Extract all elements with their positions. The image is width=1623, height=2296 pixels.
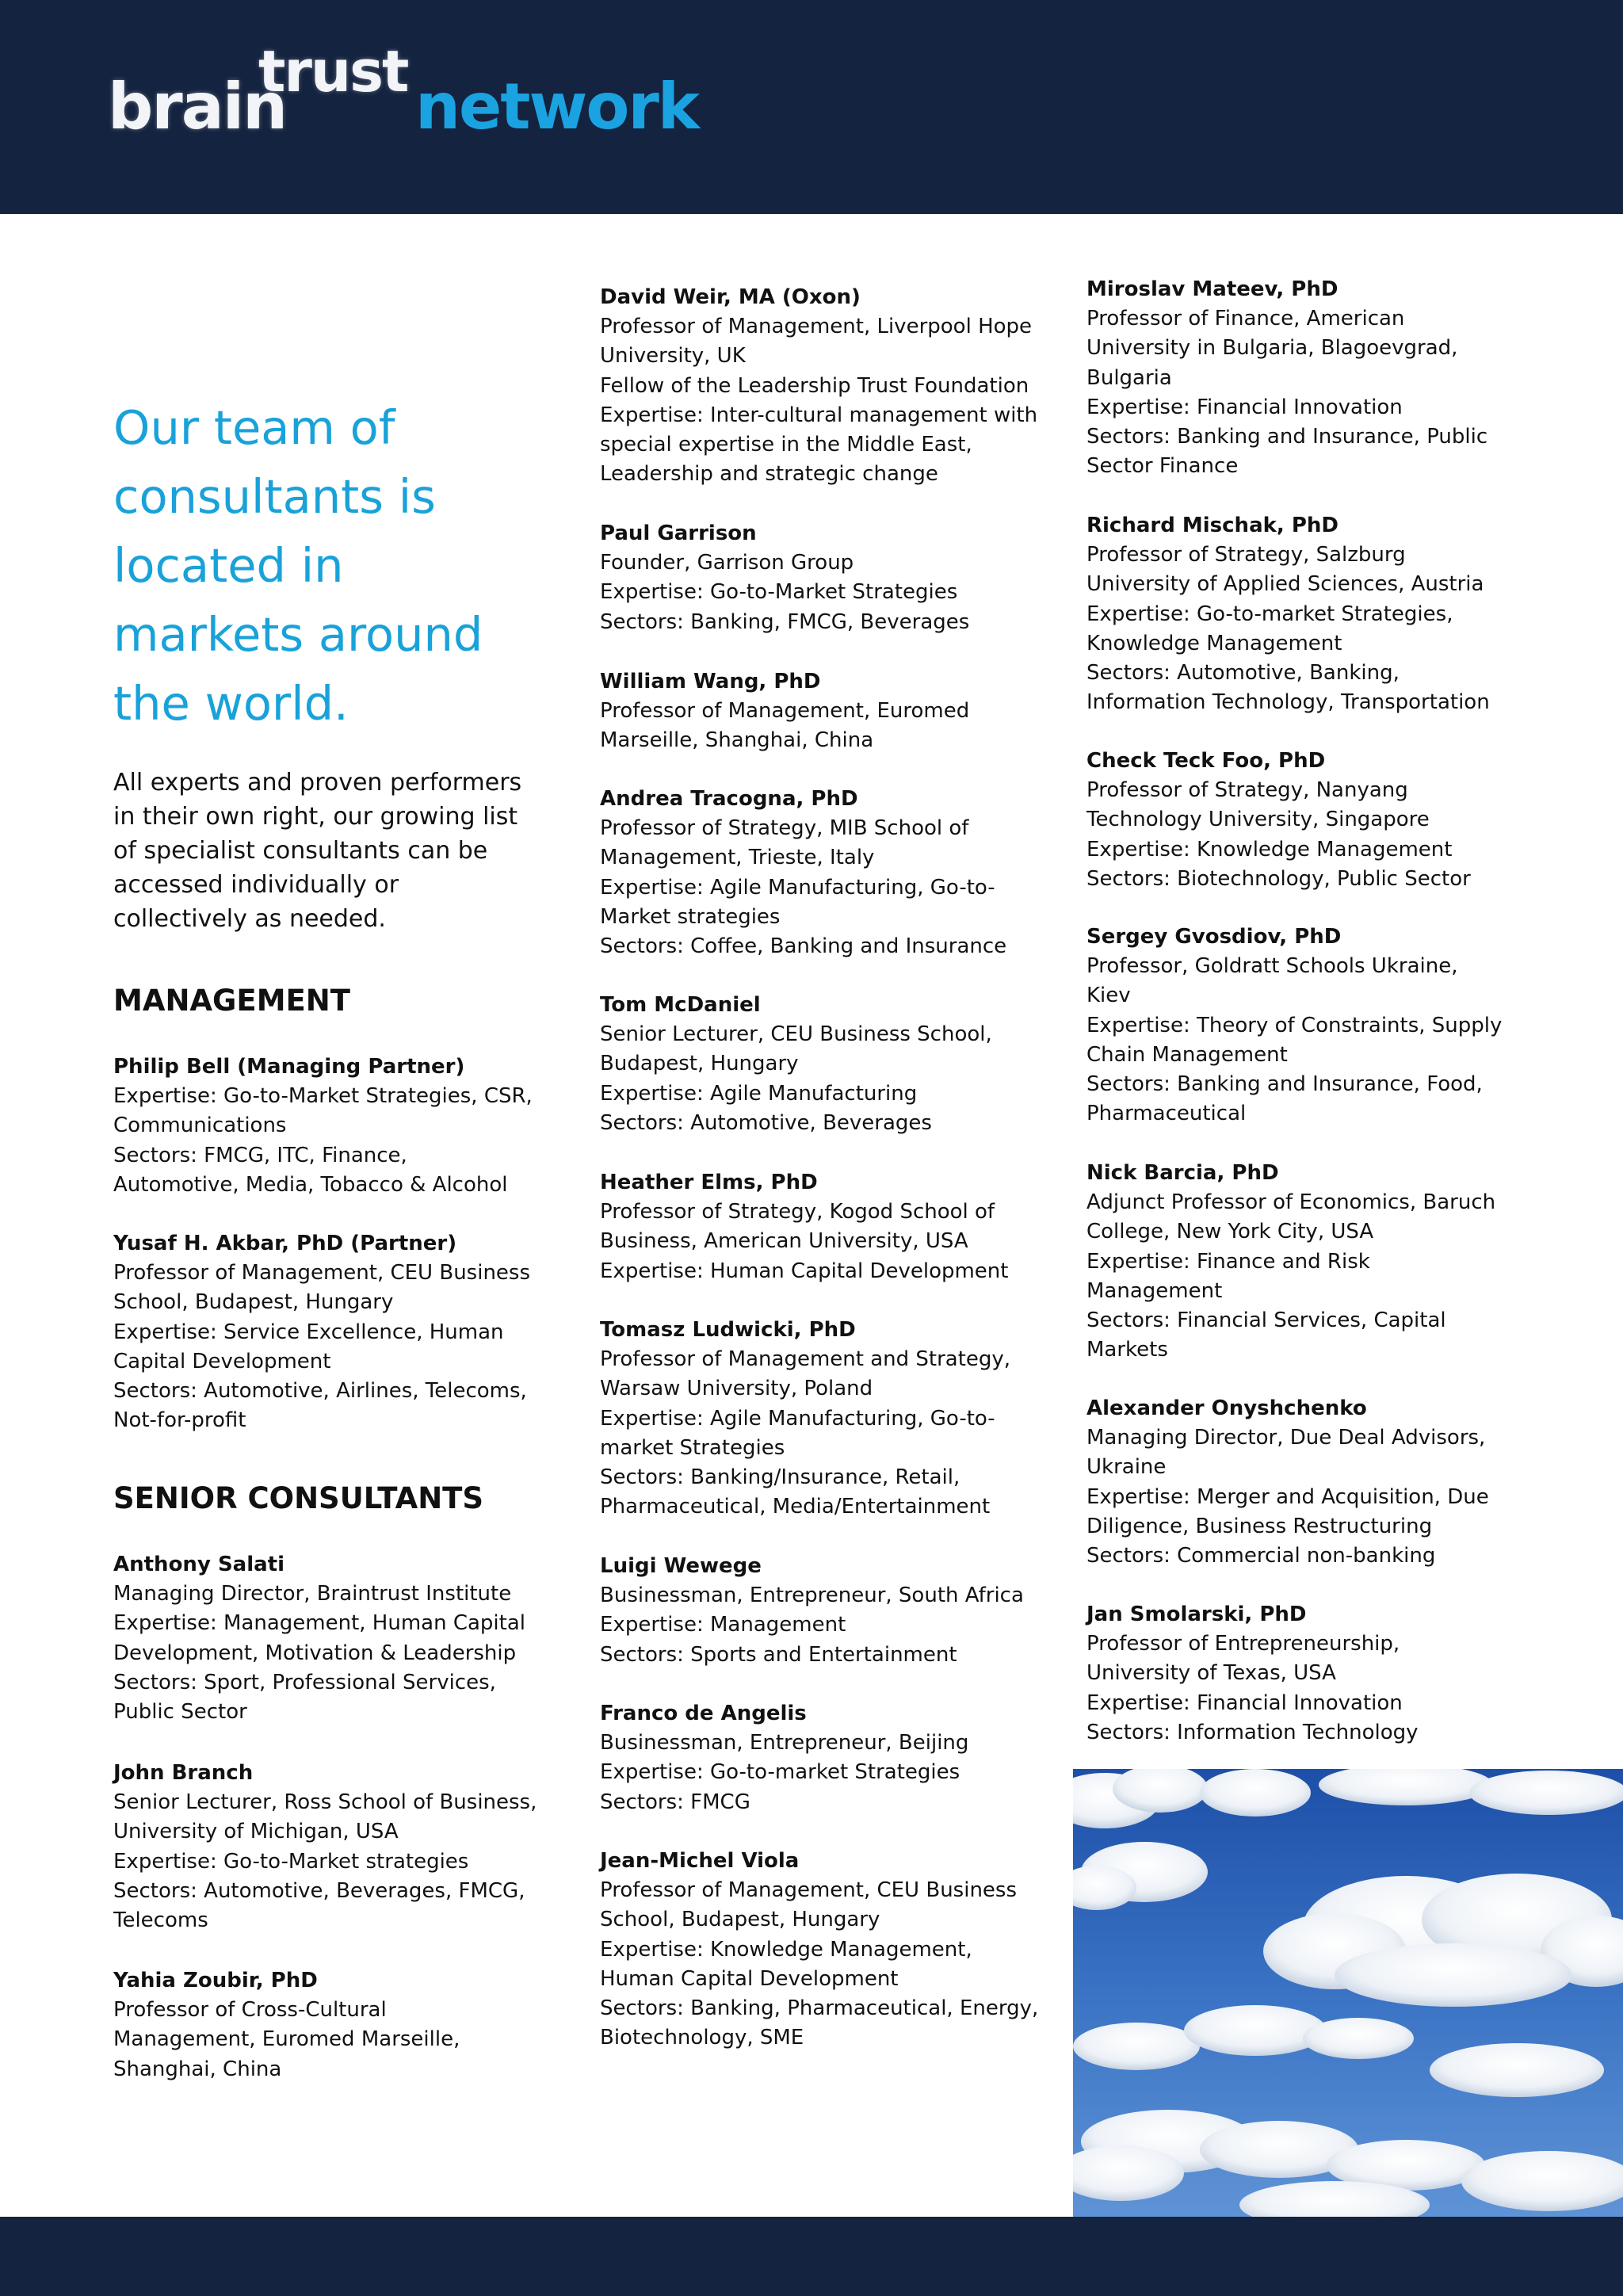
consultant-entry <box>113 1966 573 2084</box>
consultant-detail-line: Management, Trieste, Italy <box>600 846 875 870</box>
consultant-detail-line: Professor of Strategy, Salzburg <box>1086 543 1406 567</box>
consultant-detail-line: Sectors: Banking, Pharmaceutical, Energy, <box>600 1996 1039 2021</box>
consultant-detail-line: Businessman, Entrepreneur, South Africa <box>600 1584 1024 1608</box>
consultant-detail-line: Sectors: Commercial non-banking <box>1086 1544 1436 1568</box>
consultant-entry <box>600 1699 1060 1817</box>
consultant-name: Luigi Wewege <box>600 1554 762 1578</box>
consultant-detail-line: Expertise: Merger and Acquisition, Due <box>1086 1484 1489 1509</box>
consultant-detail-line: Sectors: Information Technology <box>1086 1720 1419 1744</box>
consultant-detail-line: Expertise: Service Excellence, Human <box>113 1320 504 1344</box>
consultant-detail-line: Senior Lecturer, CEU Business School, <box>600 1022 992 1047</box>
consultant-detail-line: Sectors: Sports and Entertainment <box>600 1642 957 1667</box>
consultant-detail-line: Market strategies <box>600 904 781 929</box>
consultant-entry <box>1086 511 1546 717</box>
tagline-line: consultants is <box>113 469 436 524</box>
consultant-detail-line: Automotive, Media, Tobacco & Alcohol <box>113 1172 508 1197</box>
consultant-detail-line: Sectors: Banking/Insurance, Retail, <box>600 1465 960 1490</box>
consultant-detail-line: Leadership and strategic change <box>600 462 938 487</box>
consultant-detail-line: Sectors: Automotive, Airlines, Telecoms, <box>113 1379 527 1404</box>
consultant-detail-line: Technology University, Singapore <box>1086 808 1430 832</box>
consultant-name: Nick Barcia, PhD <box>1086 1161 1279 1185</box>
consultant-name: Yusaf H. Akbar, PhD (Partner) <box>113 1232 457 1255</box>
consultant-detail-line: Expertise: Knowledge Management <box>1086 837 1453 861</box>
consultant-detail-line: Shanghai, China <box>113 2057 282 2081</box>
consultant-name: William Wang, PhD <box>600 670 821 693</box>
consultant-detail-line: Expertise: Financial Innovation <box>1086 395 1403 419</box>
consultant-entry <box>1086 923 1546 1129</box>
consultant-name: Tomasz Ludwicki, PhD <box>600 1318 856 1342</box>
consultant-entry <box>600 1168 1060 1286</box>
consultant-entry <box>1086 275 1546 481</box>
consultant-detail-line: Sectors: Banking and Insurance, Food, <box>1086 1072 1483 1097</box>
tagline-line: the world. <box>113 676 349 731</box>
consultant-detail-line: Professor of Entrepreneurship, <box>1086 1632 1400 1656</box>
consultant-detail-line: Managing Director, Due Deal Advisors, <box>1086 1426 1486 1450</box>
consultant-detail-line: Knowledge Management <box>1086 631 1342 655</box>
consultant-detail-line: Sectors: Banking, FMCG, Beverages <box>600 609 970 634</box>
consultant-detail-line: Sectors: FMCG <box>600 1790 750 1814</box>
consultant-name: Jan Smolarski, PhD <box>1086 1603 1307 1626</box>
consultant-detail-line: Professor of Management, CEU Business <box>113 1261 531 1286</box>
consultant-detail-line: Pharmaceutical, Media/Entertainment <box>600 1495 991 1519</box>
consultant-detail-line: Managing Director, Braintrust Institute <box>113 1582 512 1606</box>
consultant-detail-line: Human Capital Development <box>600 1966 899 1991</box>
consultant-name: John Branch <box>113 1761 254 1785</box>
tagline-line: Our team of <box>113 400 395 455</box>
consultant-detail-line: Professor, Goldratt Schools Ukraine, <box>1086 954 1458 979</box>
consultant-detail-line: Expertise: Agile Manufacturing, Go-to- <box>600 1406 995 1431</box>
consultant-detail-line: School, Budapest, Hungary <box>113 1290 394 1315</box>
consultant-detail-line: Sectors: Automotive, Banking, <box>1086 661 1400 686</box>
consultant-detail-line: Sectors: Biotechnology, Public Sector <box>1086 866 1471 891</box>
consultant-detail-line: Sectors: Financial Services, Capital <box>1086 1308 1446 1333</box>
logo-network: network <box>415 70 698 143</box>
consultant-detail-line: Expertise: Go-to-Market Strategies <box>600 580 958 605</box>
consultant-entry <box>600 1552 1060 1670</box>
consultant-name: Yahia Zoubir, PhD <box>113 1969 318 1992</box>
consultant-detail-line: Professor of Management, CEU Business <box>600 1878 1018 1903</box>
consultant-detail-line: Communications <box>113 1114 287 1138</box>
consultant-entry <box>113 1550 573 1727</box>
consultant-entry <box>1086 1600 1546 1748</box>
consultant-detail-line: Pharmaceutical <box>1086 1102 1247 1126</box>
section-title-management: MANAGEMENT <box>113 984 350 1018</box>
consultant-detail-line: Biotechnology, SME <box>600 2026 804 2050</box>
consultant-detail-line: School, Budapest, Hungary <box>600 1908 880 1932</box>
consultant-detail-line: Expertise: Agile Manufacturing, Go-to- <box>600 875 995 900</box>
consultant-detail-line: Professor of Management and Strategy, <box>600 1347 1011 1372</box>
consultant-detail-line: Sectors: Banking and Insurance, Public <box>1086 425 1488 449</box>
consultant-detail-line: Sectors: Automotive, Beverages <box>600 1110 932 1135</box>
consultant-detail-line: Professor of Finance, American <box>1086 307 1405 331</box>
consultant-detail-line: University of Applied Sciences, Austria <box>1086 572 1484 597</box>
consultant-detail-line: Businessman, Entrepreneur, Beijing <box>600 1731 969 1755</box>
consultant-detail-line: Business, American University, USA <box>600 1229 968 1254</box>
consultant-detail-line: Chain Management <box>1086 1042 1288 1067</box>
consultant-detail-line: Telecoms <box>113 1908 208 1933</box>
consultant-detail-line: Marseille, Shanghai, China <box>600 728 874 753</box>
consultant-entry <box>600 519 1060 637</box>
header-banner <box>0 0 1623 214</box>
consultant-detail-line: Markets <box>1086 1338 1168 1362</box>
consultant-detail-line: Founder, Garrison Group <box>600 551 854 575</box>
section-title-senior-consultants: SENIOR CONSULTANTS <box>113 1481 484 1515</box>
consultant-detail-line: Expertise: Go-to-market Strategies, <box>1086 602 1453 626</box>
consultant-detail-line: University of Texas, USA <box>1086 1661 1336 1686</box>
footer-bar <box>0 2217 1623 2296</box>
consultant-detail-line: Sector Finance <box>1086 454 1239 479</box>
tagline-line: located in <box>113 538 344 593</box>
consultant-name: Miroslav Mateev, PhD <box>1086 277 1338 301</box>
tagline <box>113 393 525 738</box>
consultant-name: Heather Elms, PhD <box>600 1171 818 1194</box>
consultant-detail-line: Expertise: Go-to-Market strategies <box>113 1849 469 1874</box>
intro-line: in their own right, our growing list <box>113 803 518 831</box>
consultant-entry <box>113 1229 573 1435</box>
consultant-entry <box>113 1759 573 1935</box>
consultant-entry <box>600 1847 1060 2053</box>
consultant-name: Franco de Angelis <box>600 1702 807 1725</box>
consultant-detail-line: University of Michigan, USA <box>113 1820 399 1844</box>
consultant-detail-line: Not-for-profit <box>113 1408 246 1433</box>
consultant-detail-line: Expertise: Management <box>600 1613 846 1637</box>
consultant-detail-line: Bulgaria <box>1086 365 1172 390</box>
consultant-name: Tom McDaniel <box>600 993 761 1017</box>
intro-line: All experts and proven performers <box>113 769 522 797</box>
consultant-detail-line: Adjunct Professor of Economics, Baruch <box>1086 1190 1496 1215</box>
consultant-detail-line: Diligence, Business Restructuring <box>1086 1514 1433 1538</box>
consultant-detail-line: Sectors: Coffee, Banking and Insurance <box>600 934 1007 959</box>
consultant-detail-line: Professor of Strategy, Kogod School of <box>600 1200 995 1224</box>
consultant-name: Alexander Onyshchenko <box>1086 1396 1367 1420</box>
consultant-name: Jean-Michel Viola <box>600 1849 800 1873</box>
consultant-detail-line: Sectors: FMCG, ITC, Finance, <box>113 1143 407 1167</box>
consultant-name: Anthony Salati <box>113 1553 285 1576</box>
intro-line: collectively as needed. <box>113 905 386 933</box>
intro-line: accessed individually or <box>113 871 399 899</box>
consultant-detail-line: Expertise: Knowledge Management, <box>600 1937 972 1962</box>
consultant-detail-line: Kiev <box>1086 984 1131 1008</box>
consultant-name: David Weir, MA (Oxon) <box>600 285 861 309</box>
tagline-line: markets around <box>113 607 483 662</box>
consultant-detail-line: University in Bulgaria, Blagoevgrad, <box>1086 336 1458 361</box>
consultant-detail-line: Professor of Strategy, Nanyang <box>1086 778 1408 803</box>
consultant-entry <box>600 785 1060 961</box>
consultant-entry <box>600 1316 1060 1522</box>
consultant-entry <box>1086 1159 1546 1365</box>
consultant-detail-line: Budapest, Hungary <box>600 1052 799 1076</box>
intro-paragraph <box>113 766 533 936</box>
logo-brain: brain <box>108 70 287 143</box>
consultant-detail-line: Sectors: Sport, Professional Services, <box>113 1670 496 1694</box>
consultant-entry <box>600 991 1060 1138</box>
consultant-detail-line: Capital Development <box>113 1349 331 1373</box>
consultant-detail-line: Sectors: Automotive, Beverages, FMCG, <box>113 1878 525 1903</box>
consultant-detail-line: Senior Lecturer, Ross School of Business, <box>113 1790 537 1815</box>
braintrust-network-logo[interactable] <box>108 38 710 144</box>
consultant-detail-line: Expertise: Go-to-market Strategies <box>600 1760 960 1785</box>
consultant-detail-line: Expertise: Human Capital Development <box>600 1259 1009 1283</box>
consultant-detail-line: Expertise: Theory of Constraints, Supply <box>1086 1013 1503 1037</box>
consultant-detail-line: Management <box>1086 1278 1223 1303</box>
consultant-detail-line: Warsaw University, Poland <box>600 1377 873 1401</box>
consultant-detail-line: Fellow of the Leadership Trust Foundation <box>600 373 1029 398</box>
consultant-entry <box>600 283 1060 489</box>
consultant-entry <box>600 667 1060 756</box>
consultant-detail-line: University, UK <box>600 344 746 369</box>
intro-line: of specialist consultants can be <box>113 837 488 865</box>
consultant-detail-line: Professor of Strategy, MIB School of <box>600 816 969 841</box>
consultant-entry <box>1086 1394 1546 1571</box>
consultant-detail-line: Management, Euromed Marseille, <box>113 2027 460 2052</box>
consultant-entry <box>113 1052 573 1200</box>
consultant-detail-line: Public Sector <box>113 1700 247 1725</box>
consultant-detail-line: Expertise: Finance and Risk <box>1086 1249 1370 1274</box>
consultant-detail-line: Professor of Management, Liverpool Hope <box>600 315 1033 339</box>
consultant-detail-line: Expertise: Go-to-Market Strategies, CSR, <box>113 1084 533 1109</box>
consultant-name: Check Teck Foo, PhD <box>1086 749 1326 773</box>
consultant-entry <box>1086 747 1546 894</box>
consultant-detail-line: Expertise: Agile Manufacturing <box>600 1081 918 1106</box>
consultant-name: Sergey Gvosdiov, PhD <box>1086 925 1342 949</box>
consultant-detail-line: Ukraine <box>1086 1455 1167 1480</box>
consultant-detail-line: special expertise in the Middle East, <box>600 433 972 457</box>
consultant-detail-line: Development, Motivation & Leadership <box>113 1641 517 1665</box>
consultant-detail-line: Professor of Management, Euromed <box>600 699 970 724</box>
consultant-detail-line: College, New York City, USA <box>1086 1220 1374 1244</box>
consultant-name: Andrea Tracogna, PhD <box>600 787 858 811</box>
logo-trust: trust <box>258 38 408 105</box>
consultant-name: Richard Mischak, PhD <box>1086 514 1338 537</box>
consultant-detail-line: market Strategies <box>600 1435 785 1460</box>
consultant-detail-line: Expertise: Management, Human Capital <box>113 1611 525 1636</box>
consultant-detail-line: Expertise: Inter-cultural management with <box>600 403 1038 427</box>
consultant-name: Philip Bell (Managing Partner) <box>113 1055 465 1079</box>
consultant-detail-line: Professor of Cross-Cultural <box>113 1998 387 2023</box>
consultant-name: Paul Garrison <box>600 521 757 545</box>
consultant-detail-line: Information Technology, Transportation <box>1086 690 1490 715</box>
sky-clouds-image <box>1073 1769 1623 2217</box>
consultant-detail-line: Expertise: Financial Innovation <box>1086 1690 1403 1715</box>
